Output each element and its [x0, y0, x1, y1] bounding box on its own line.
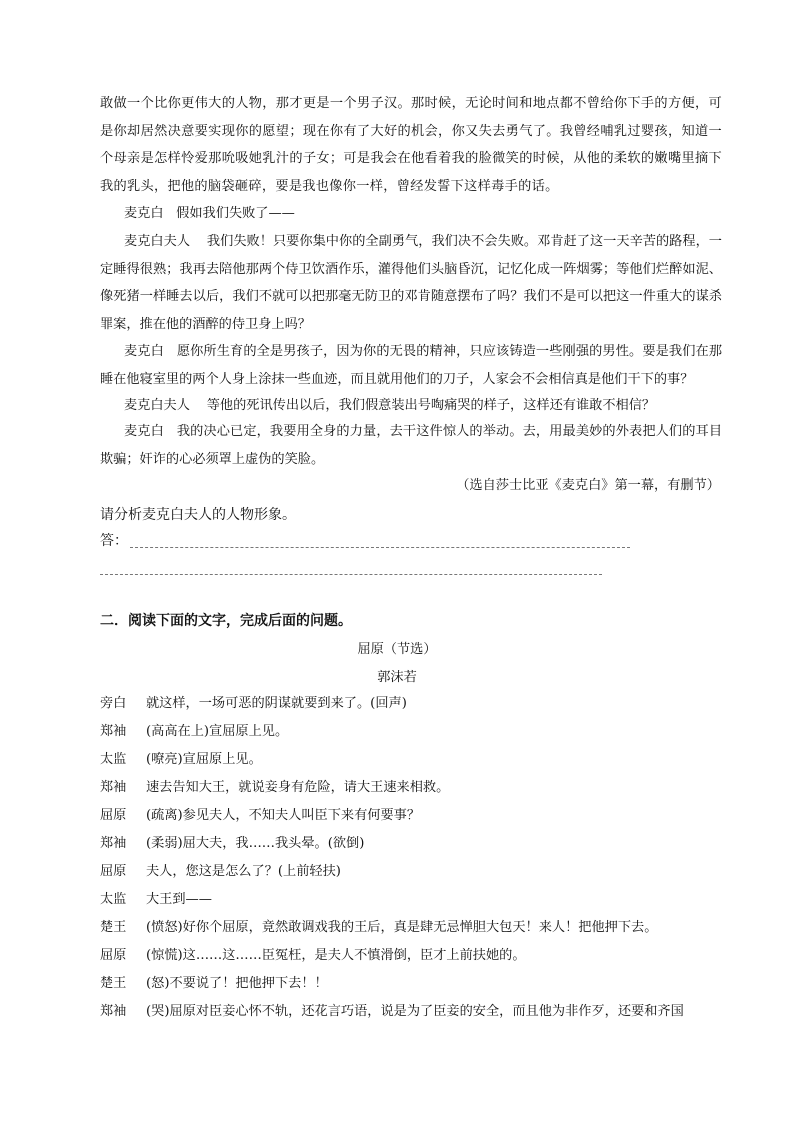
macbeth-line-5 — [100, 418, 722, 473]
macbeth-line-1 — [100, 200, 724, 228]
macbeth-line-2 — [100, 228, 722, 338]
speaker: 麦克白夫人 — [124, 234, 191, 249]
line-text: 等他的死讯传出以后，我们假意装出号啕痛哭的样子，这样还有谁敢不相信？ — [206, 398, 656, 413]
line-text: (愤怒)好你个屈原，竟然敢调戏我的王后，真是肆无忌惮胆大包天！来人！把他押下去。 — [146, 920, 658, 935]
section-heading: 二．阅读下面的文字，完成后面的问题。 — [100, 613, 352, 629]
dialogue-line — [100, 802, 724, 830]
line-text: (疏离)参见夫人，不知夫人叫臣下来有何要事？ — [146, 808, 421, 823]
speaker: 屈原 — [100, 808, 127, 823]
macbeth-line-4 — [100, 392, 724, 420]
speaker: 太监 — [100, 752, 127, 767]
dialogue-line — [100, 690, 724, 718]
line-text: (高高在上)宣屈原上见。 — [146, 724, 289, 739]
dialogue-line — [100, 998, 724, 1026]
line-text: 我的决心已定，我要用全身的力量，去干这件惊人的举动。去，用最美妙的外表把人们的耳目欺骗；奸诈的心必须罩上虚伪的笑脸。 — [100, 424, 723, 467]
line-text: (柔弱)屈大夫，我……我头晕。(欲倒) — [146, 836, 365, 851]
speaker: 郑袖 — [100, 836, 127, 851]
excerpt-author: 郭沫若 — [377, 670, 417, 685]
line-text: (哭)屈原对臣妾心怀不轨，还花言巧语，说是为了臣妾的安全，而且他为非作歹，还要和齐国 — [146, 1004, 684, 1019]
line-text: 就这样，一场可恶的阴谋就要到来了。(回声) — [146, 696, 407, 711]
line-text: (怒)不要说了！把他押下去！！ — [146, 976, 328, 991]
macbeth-line-3 — [100, 338, 722, 393]
speaker: 麦克白 — [124, 206, 164, 221]
dialogue-line — [100, 886, 724, 914]
speaker: 郑袖 — [100, 724, 127, 739]
speaker: 麦克白 — [124, 424, 164, 439]
speaker: 麦克白 — [124, 344, 164, 359]
line-text: 假如我们失败了—— — [176, 206, 295, 221]
line-text: (惊慌)这……这……臣冤枉，是夫人不慎滑倒，臣才上前扶她的。 — [146, 948, 526, 963]
speaker: 屈原 — [100, 948, 127, 963]
dialogue-line — [100, 830, 724, 858]
speaker: 郑袖 — [100, 780, 127, 795]
source-note: （选自莎士比亚《麦克白》第一幕，有删节） — [456, 478, 720, 493]
dialogue-line — [100, 774, 724, 802]
speaker: 太监 — [100, 892, 127, 907]
speaker: 麦克白夫人 — [124, 398, 190, 413]
speaker: 楚王 — [100, 976, 127, 991]
dialogue-line — [100, 970, 724, 998]
dialogue-line — [100, 858, 724, 886]
dialogue-line — [100, 718, 724, 746]
dialogue-line — [100, 942, 724, 970]
speaker: 楚王 — [100, 920, 127, 935]
line-text: 夫人，您这是怎么了？(上前轻扶) — [146, 864, 341, 879]
speaker: 屈原 — [100, 864, 127, 879]
excerpt-title: 屈原（节选） — [357, 642, 437, 657]
line-text: 我们失败！只要你集中你的全副勇气，我们决不会失败。邓肯赶了这一天辛苦的路程，一定睡得很熟；我再去陪他那两个侍卫饮酒作乐，灌得他们头脑昏沉，记忆化成一阵烟雾；等他们烂醉如泥、像死猪一样睡去以后，我们不就可以把那毫无防卫的邓肯随意摆布了吗？我们不是可以把这一件重大的谋杀罪案，推在他的酒醉的侍卫身上吗？ — [100, 234, 722, 332]
answer-line-1[interactable] — [130, 546, 630, 548]
dialogue-line — [100, 914, 724, 942]
line-text: 速去告知大王，就说妾身有危险，请大王速来相救。 — [146, 780, 450, 795]
dialogue-line — [100, 746, 724, 774]
answer-label: 答： — [100, 533, 128, 549]
line-text: 大王到—— — [146, 892, 212, 907]
answer-line-2[interactable] — [100, 573, 602, 575]
line-text: (嘹亮)宣屈原上见。 — [146, 752, 262, 767]
speaker: 旁白 — [100, 696, 127, 711]
passage-continuation: 敢做一个比你更伟大的人物，那才更是一个男子汉。那时候，无论时间和地点都不曾给你下手的方便，可是你却居然决意要实现你的愿望；现在你有了大好的机会，你又失去勇气了。我曾经哺乳过婴孩，知道一个母亲是怎样怜爱那吮吸她乳汁的子女；可是我会在他看着我的脸微笑的时候，从他的柔软的嫩嘴里摘下我的乳头，把他的脑袋砸碎，要是我也像你一样，曾经发誓下这样毒手的话。 — [100, 96, 722, 194]
speaker: 郑袖 — [100, 1004, 127, 1019]
question-text: 请分析麦克白夫人的人物形象。 — [100, 507, 296, 523]
line-text: 愿你所生育的全是男孩子，因为你的无畏的精神，只应该铸造一些刚强的男性。要是我们在那睡在他寝室里的两个人身上涂抹一些血迹，而且就用他们的刀子，人家会不会相信真是他们干下的事？ — [100, 344, 723, 387]
